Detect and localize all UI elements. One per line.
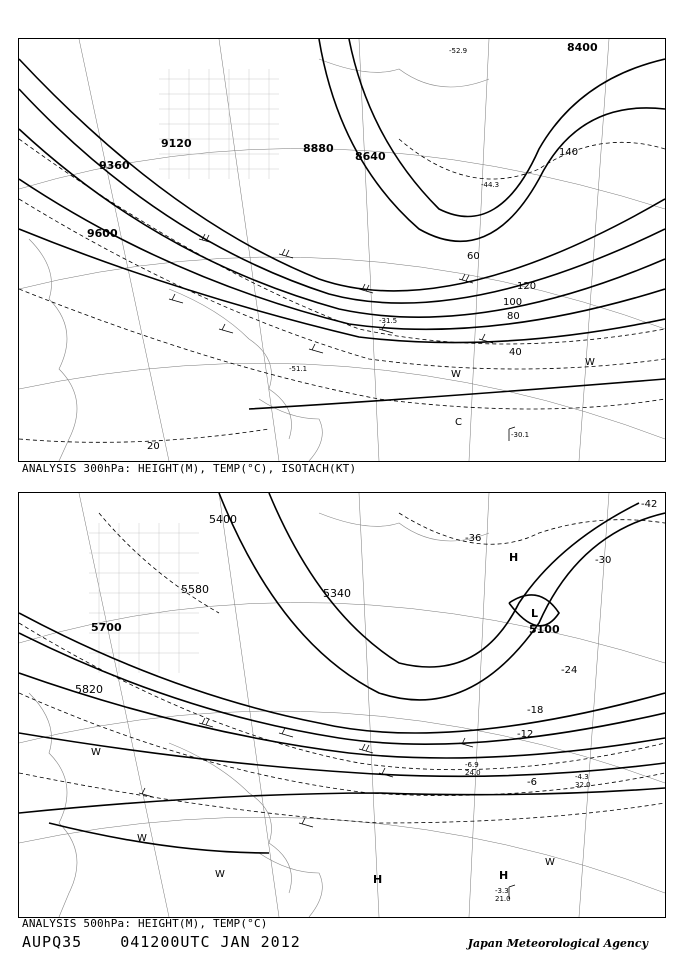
high-symbol: H: [499, 869, 509, 882]
height-label: 9120: [161, 137, 192, 150]
height-label: 9600: [87, 227, 118, 240]
isotach-label: 40: [509, 347, 522, 358]
height-label: 8640: [355, 150, 386, 163]
isotach-label: 140: [559, 147, 579, 158]
isotach-label: 120: [517, 281, 537, 292]
warm-symbol: W: [215, 869, 225, 880]
height-label: 5700: [91, 621, 122, 634]
warm-symbol: W: [545, 857, 555, 868]
station-label: 24.0: [465, 769, 481, 777]
map-300hpa: [18, 38, 666, 462]
isotherm-label: -24: [561, 665, 578, 676]
temperature-label: -44.3: [481, 181, 500, 189]
isotachs: [19, 139, 665, 442]
height-label: 9360: [99, 159, 130, 172]
low-symbol: L: [531, 607, 539, 620]
height-label: 5400: [209, 513, 237, 526]
height-label: 8400: [567, 41, 598, 54]
station-label: -3.3: [495, 887, 509, 895]
hatch-area: [159, 69, 279, 179]
isotherm-label: -6: [527, 777, 537, 788]
isotherm-label: -42: [641, 499, 658, 510]
high-symbol: H: [509, 551, 519, 564]
warm-symbol: W: [451, 369, 461, 380]
isotach-label: 20: [147, 441, 160, 452]
high-symbol: H: [373, 873, 383, 886]
height-label: 5340: [323, 587, 351, 600]
wind-barbs: [139, 718, 515, 899]
station-label: 32.0: [575, 781, 591, 789]
station-label: -6.9: [465, 761, 479, 769]
temperature-label: -51.1: [289, 365, 308, 373]
temperature-label: -30.1: [511, 431, 530, 439]
warm-symbol: W: [137, 833, 147, 844]
caption-300hpa: ANALYSIS 300hPa: HEIGHT(M), TEMP(°C), ISOTACH(KT): [22, 462, 357, 475]
valid-time: 041200UTC JAN 2012: [120, 933, 301, 951]
warm-symbol: W: [91, 747, 101, 758]
isotherm-label: -12: [517, 729, 534, 740]
product-code: AUPQ35: [22, 933, 83, 951]
map-500hpa: [18, 492, 666, 918]
isotach-label: 60: [467, 251, 480, 262]
map-300hpa-canvas: [19, 39, 665, 461]
temperature-label: -31.5: [379, 317, 398, 325]
caption-500hpa: ANALYSIS 500hPa: HEIGHT(M), TEMP(°C): [22, 917, 268, 930]
warm-symbol: W: [585, 357, 595, 368]
isotach-label: 80: [507, 311, 520, 322]
isotherm-label: -30: [595, 555, 612, 566]
height-label: 5580: [181, 583, 209, 596]
height-label: 8880: [303, 142, 334, 155]
graticule: [19, 39, 665, 461]
height-label: 5100: [529, 623, 560, 636]
map-500hpa-canvas: [19, 493, 665, 917]
height-contours: [19, 39, 665, 409]
station-label: -4.3: [575, 773, 589, 781]
agency-name: Japan Meteorological Agency: [467, 937, 648, 950]
isotach-label: 100: [503, 297, 523, 308]
product-line: [22, 933, 329, 951]
isotherm-label: -18: [527, 705, 544, 716]
hatch-area: [89, 523, 199, 673]
cold-symbol: C: [455, 417, 462, 428]
isotherm-label: -36: [465, 533, 482, 544]
temperature-label: -52.9: [449, 47, 468, 55]
station-label: 21.0: [495, 895, 511, 903]
height-label: 5820: [75, 683, 103, 696]
